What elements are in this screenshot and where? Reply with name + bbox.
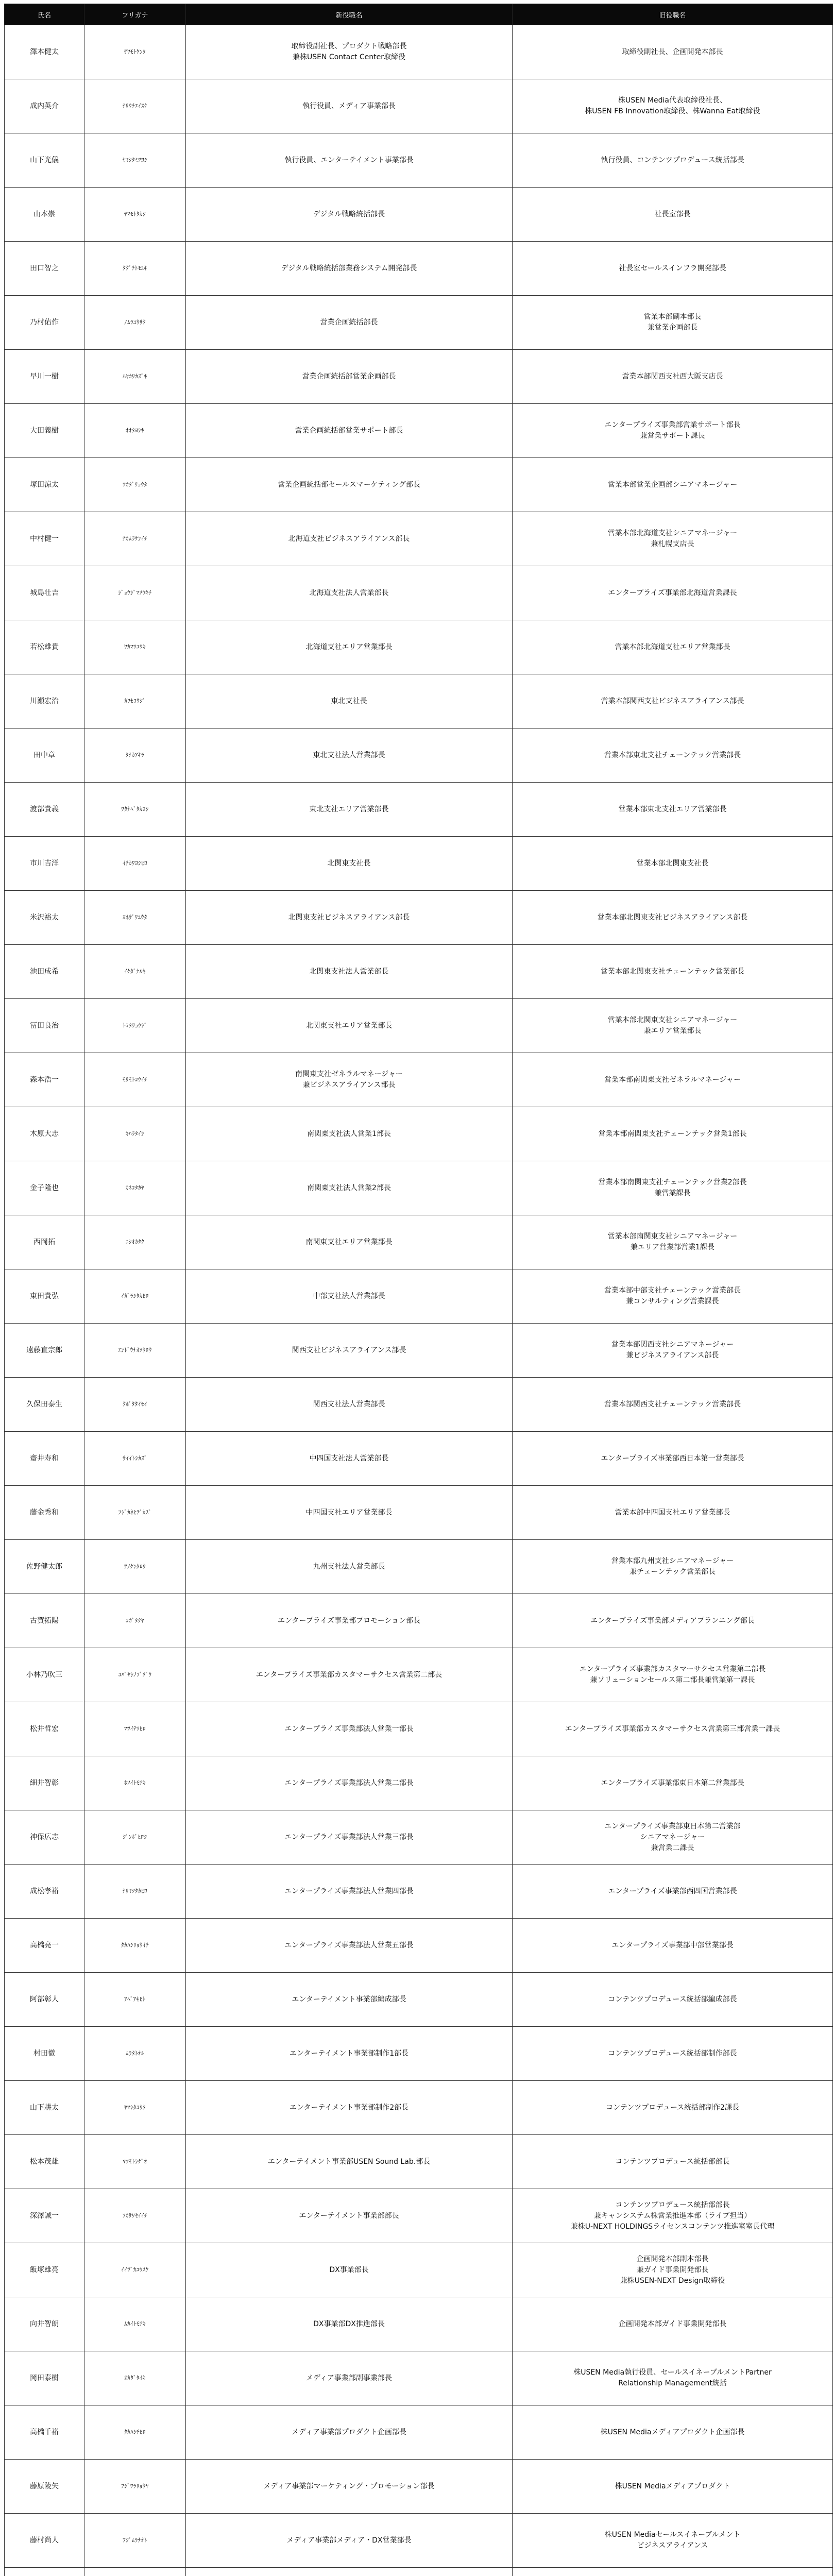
- header-old-title: 旧役職名: [513, 4, 833, 25]
- table-row: [5, 1973, 833, 2027]
- name-cell: 小林乃吹三: [5, 1648, 84, 1702]
- name-cell: 齋井寿和: [5, 1432, 84, 1486]
- new-title-cell: 営業企画統括部セールスマーケティング部長: [186, 458, 513, 512]
- new-title-cell: エンターテイメント事業部編成部長: [186, 1973, 513, 2027]
- old-title-cell: 株USEN Mediaメディアプロダクト企画部長: [513, 2405, 833, 2460]
- kana-cell: ｵｵﾀﾖｼｷ: [84, 404, 186, 458]
- table-row: [5, 1378, 833, 1432]
- table-row: [5, 79, 833, 133]
- new-title-cell: 北関東支社長: [186, 837, 513, 891]
- name-cell: 飯塚雄亮: [5, 2243, 84, 2297]
- old-title-cell: 営業本部北海道支社シニアマネージャー 兼札幌支店長: [513, 512, 833, 566]
- old-title-cell: コンテンツプロデュース統括部部長: [513, 2135, 833, 2189]
- kana-cell: ﾀｶﾊｼﾁﾋﾛ: [84, 2405, 186, 2460]
- old-title-cell: 営業本部南関東支社ゼネラルマネージャー: [513, 1053, 833, 1107]
- kana-cell: [84, 2568, 186, 2576]
- new-title-cell: エンタープライズ事業部法人営業五部長: [186, 1919, 513, 1973]
- table-row: [5, 1215, 833, 1269]
- table-row: [5, 1810, 833, 1865]
- kana-cell: ｼﾞﾝﾎﾞﾋﾛｼ: [84, 1810, 186, 1865]
- new-title-cell: デジタル戦略統括部長: [186, 188, 513, 242]
- old-title-cell: エンタープライズ事業部東日本第二営業部長: [513, 1756, 833, 1810]
- new-title-cell: メディア事業部メディア・DX営業部長: [186, 2514, 513, 2568]
- kana-cell: ﾑｶｲﾄﾓｱｷ: [84, 2297, 186, 2351]
- table-row: [5, 188, 833, 242]
- new-title-cell: 東北支社法人営業部長: [186, 728, 513, 783]
- table-row: [5, 999, 833, 1053]
- name-cell: 若松雄貴: [5, 620, 84, 674]
- new-title-cell: エンタープライズ事業部法人営業四部長: [186, 1865, 513, 1919]
- kana-cell: ﾏﾂｲﾃﾂﾋﾛ: [84, 1702, 186, 1756]
- old-title-cell: エンタープライズ事業部西日本第一営業部長: [513, 1432, 833, 1486]
- new-title-cell: エンターテイメント事業部制作2部長: [186, 2081, 513, 2135]
- name-cell: 市川吉洋: [5, 837, 84, 891]
- table-row: [5, 1053, 833, 1107]
- kana-cell: ﾎｿｲﾄﾓｱｷ: [84, 1756, 186, 1810]
- kana-cell: ﾜﾀﾅﾍﾞﾀｶﾖｼ: [84, 783, 186, 837]
- old-title-cell: エンタープライズ事業部カスタマーサクセス営業第二部長 兼ソリューションセールス第二部長兼営業第一課長: [513, 1648, 833, 1702]
- kana-cell: ﾌｼﾞｶﾈﾋﾃﾞｶｽﾞ: [84, 1486, 186, 1540]
- name-cell: 東田貴弘: [5, 1269, 84, 1324]
- name-cell: 山本崇: [5, 188, 84, 242]
- kana-cell: ﾑﾗﾀﾄｵﾙ: [84, 2027, 186, 2081]
- kana-cell: ｲｹﾀﾞﾅﾙｷ: [84, 945, 186, 999]
- kana-cell: ﾅﾘｳﾁｴｲｽｹ: [84, 79, 186, 133]
- new-title-cell: 南関東支社法人営業1部長: [186, 1107, 513, 1161]
- old-title-cell: 企画開発本部ガイド事業開発部長: [513, 2297, 833, 2351]
- name-cell: 田口智之: [5, 242, 84, 296]
- new-title-cell: 中四国支社エリア営業部長: [186, 1486, 513, 1540]
- name-cell: 川瀬宏治: [5, 674, 84, 728]
- new-title-cell: 北海道支社エリア営業部長: [186, 620, 513, 674]
- old-title-cell: 営業本部南関東支社チェーンテック営業1部長: [513, 1107, 833, 1161]
- table-row: [5, 133, 833, 188]
- table-row: [5, 2243, 833, 2297]
- name-cell: 細井智彰: [5, 1756, 84, 1810]
- old-title-cell: 営業本部北海道支社エリア営業部長: [513, 620, 833, 674]
- kana-cell: ﾅｶﾑﾗｹﾝｲﾁ: [84, 512, 186, 566]
- old-title-cell: 営業本部関西支社西大阪支店長: [513, 350, 833, 404]
- table-row: [5, 945, 833, 999]
- name-cell: 藤原陵矢: [5, 2460, 84, 2514]
- new-title-cell: メディア事業部マーケティング・プロモーション部長: [186, 2460, 513, 2514]
- table-row: [5, 2027, 833, 2081]
- kana-cell: ｴﾝﾄﾞｳﾅｵｿｳﾛｳ: [84, 1324, 186, 1378]
- old-title-cell: コンテンツプロデュース統括部制作2課長: [513, 2081, 833, 2135]
- kana-cell: ﾀｸﾞﾁﾄﾓﾕｷ: [84, 242, 186, 296]
- name-cell: 田中章: [5, 728, 84, 783]
- name-cell: 金子隆也: [5, 1161, 84, 1215]
- table-row: [5, 783, 833, 837]
- kana-cell: ｻﾉｹﾝﾀﾛｳ: [84, 1540, 186, 1594]
- new-title-cell: エンタープライズ事業部プロモーション部長: [186, 1594, 513, 1648]
- name-cell: 村田徹: [5, 2027, 84, 2081]
- table-row: [5, 1919, 833, 1973]
- table-row: [5, 1702, 833, 1756]
- old-title-cell: 営業本部東北支社チェーンテック営業部長: [513, 728, 833, 783]
- table-row: [5, 1324, 833, 1378]
- kana-cell: ﾏﾂﾓﾄｼｹﾞｵ: [84, 2135, 186, 2189]
- kana-cell: ﾔﾏｼﾀﾐﾂﾖｼ: [84, 133, 186, 188]
- old-title-cell: エンタープライズ事業部営業サポート部長 兼営業サポート課長: [513, 404, 833, 458]
- kana-cell: ｲｲﾂﾞｶﾕｳｽｹ: [84, 2243, 186, 2297]
- table-row: [5, 404, 833, 458]
- table-row: [5, 2514, 833, 2568]
- new-title-cell: メディア事業部プロダクト企画部長: [186, 2405, 513, 2460]
- table-row: [5, 620, 833, 674]
- name-cell: 深澤誠一: [5, 2189, 84, 2243]
- new-title-cell: 中四国支社法人営業部長: [186, 1432, 513, 1486]
- kana-cell: ﾌｼﾞﾑﾗﾅｵﾄ: [84, 2514, 186, 2568]
- name-cell: 高橋亮一: [5, 1919, 84, 1973]
- new-title-cell: エンタープライズ事業部法人営業一部長: [186, 1702, 513, 1756]
- table-row: [5, 566, 833, 620]
- new-title-cell: 九州支社法人営業部長: [186, 1540, 513, 1594]
- header-row: [5, 4, 833, 25]
- old-title-cell: エンタープライズ事業部カスタマーサクセス営業第三部営業一課長: [513, 1702, 833, 1756]
- new-title-cell: 北関東支社ビジネスアライアンス部長: [186, 891, 513, 945]
- name-cell: [5, 2568, 84, 2576]
- table-row: [5, 2351, 833, 2405]
- header-name: 氏名: [5, 4, 84, 25]
- new-title-cell: デジタル戦略統括部業務システム開発部長: [186, 242, 513, 296]
- name-cell: 渡部貴義: [5, 783, 84, 837]
- name-cell: 米沢裕太: [5, 891, 84, 945]
- new-title-cell: 執行役員、メディア事業部長: [186, 79, 513, 133]
- name-cell: 早川一樹: [5, 350, 84, 404]
- table-row: [5, 1432, 833, 1486]
- kana-cell: ﾄﾐﾀﾘｮｳｼﾞ: [84, 999, 186, 1053]
- name-cell: 池田成希: [5, 945, 84, 999]
- name-cell: 山下光儀: [5, 133, 84, 188]
- kana-cell: ﾔﾏｼﾀｺｳﾀ: [84, 2081, 186, 2135]
- old-title-cell: エンタープライズ事業部東日本第二営業部 シニアマネージャー 兼営業二課長: [513, 1810, 833, 1865]
- name-cell: 成内英介: [5, 79, 84, 133]
- new-title-cell: 関西支社ビジネスアライアンス部長: [186, 1324, 513, 1378]
- old-title-cell: 営業本部北関東支社ビジネスアライアンス部長: [513, 891, 833, 945]
- table-row: [5, 2405, 833, 2460]
- kana-cell: ｺﾊﾞﾔｼﾉﾌﾞｿﾞｳ: [84, 1648, 186, 1702]
- new-title-cell: 北関東支社エリア営業部長: [186, 999, 513, 1053]
- new-title-cell: 営業企画統括部営業サポート部長: [186, 404, 513, 458]
- kana-cell: ﾊﾔｶﾜｶｽﾞｷ: [84, 350, 186, 404]
- old-title-cell: 営業本部東北支社エリア営業部長: [513, 783, 833, 837]
- kana-cell: ｻｲｲﾄｼｶｽﾞ: [84, 1432, 186, 1486]
- new-title-cell: DX事業部DX推進部長: [186, 2297, 513, 2351]
- name-cell: 冨田良治: [5, 999, 84, 1053]
- table-row: [5, 458, 833, 512]
- table-row: [5, 2460, 833, 2514]
- table-row: [5, 2568, 833, 2576]
- table-row: [5, 1648, 833, 1702]
- new-title-cell: 北関東支社法人営業部長: [186, 945, 513, 999]
- table-row: [5, 350, 833, 404]
- new-title-cell: 北海道支社法人営業部長: [186, 566, 513, 620]
- table-row: [5, 2297, 833, 2351]
- name-cell: 乃村佑作: [5, 296, 84, 350]
- kana-cell: ﾓﾘﾓﾄｺｳｲﾁ: [84, 1053, 186, 1107]
- old-title-cell: [513, 2568, 833, 2576]
- new-title-cell: 中部支社法人営業部長: [186, 1269, 513, 1324]
- personnel-table: [4, 4, 833, 2576]
- table-row: [5, 2189, 833, 2243]
- table-row: [5, 512, 833, 566]
- name-cell: 城島壮吉: [5, 566, 84, 620]
- name-cell: 神保広志: [5, 1810, 84, 1865]
- kana-cell: ﾌｼﾞﾜﾗﾘｮｳﾔ: [84, 2460, 186, 2514]
- old-title-cell: エンタープライズ事業部西四国営業部長: [513, 1865, 833, 1919]
- kana-cell: ﾜｶﾏﾂﾕｳｷ: [84, 620, 186, 674]
- name-cell: 西岡拓: [5, 1215, 84, 1269]
- name-cell: 佐野健太郎: [5, 1540, 84, 1594]
- old-title-cell: 営業本部九州支社シニアマネージャー 兼チェーンテック営業部長: [513, 1540, 833, 1594]
- name-cell: 遠藤直宗郎: [5, 1324, 84, 1378]
- new-title-cell: 営業企画統括部営業企画部長: [186, 350, 513, 404]
- table-row: [5, 1269, 833, 1324]
- kana-cell: ﾂｶﾀﾞﾘｮｳﾀ: [84, 458, 186, 512]
- old-title-cell: 社長室セールスインフラ開発部長: [513, 242, 833, 296]
- table-row: [5, 1486, 833, 1540]
- new-title-cell: 南関東支社ゼネラルマネージャー 兼ビジネスアライアンス部長: [186, 1053, 513, 1107]
- old-title-cell: コンテンツプロデュース統括部編成部長: [513, 1973, 833, 2027]
- kana-cell: ﾔﾏﾓﾄﾀｶｼ: [84, 188, 186, 242]
- new-title-cell: 東北支社エリア営業部長: [186, 783, 513, 837]
- name-cell: 久保田泰生: [5, 1378, 84, 1432]
- old-title-cell: 営業本部副本部長 兼営業企画部長: [513, 296, 833, 350]
- old-title-cell: 営業本部北関東支社長: [513, 837, 833, 891]
- kana-cell: ｸﾎﾞﾀﾀｲｾｲ: [84, 1378, 186, 1432]
- name-cell: 古賀拓陽: [5, 1594, 84, 1648]
- name-cell: 中村健一: [5, 512, 84, 566]
- name-cell: 岡田泰樹: [5, 2351, 84, 2405]
- old-title-cell: 株USEN Media執行役員、セールスイネーブルメントPartner Relationship Management統括: [513, 2351, 833, 2405]
- old-title-cell: 株USEN Mediaメディアプロダクト: [513, 2460, 833, 2514]
- new-title-cell: DX事業部長: [186, 2243, 513, 2297]
- kana-cell: ﾌｶｻﾜｾｲｲﾁ: [84, 2189, 186, 2243]
- table-row: [5, 296, 833, 350]
- new-title-cell: 関西支社法人営業部長: [186, 1378, 513, 1432]
- name-cell: 成松孝裕: [5, 1865, 84, 1919]
- kana-cell: ﾖﾈｻﾞﾜﾕｳﾀ: [84, 891, 186, 945]
- new-title-cell: エンターテイメント事業部部長: [186, 2189, 513, 2243]
- table-row: [5, 1107, 833, 1161]
- old-title-cell: 執行役員、コンテンツプロデュース統括部長: [513, 133, 833, 188]
- name-cell: 阿部彰人: [5, 1973, 84, 2027]
- old-title-cell: 営業本部南関東支社シニアマネージャー 兼エリア営業部営業1課長: [513, 1215, 833, 1269]
- name-cell: 向井智朗: [5, 2297, 84, 2351]
- new-title-cell: エンターテイメント事業部制作1部長: [186, 2027, 513, 2081]
- old-title-cell: 営業本部北関東支社チェーンテック営業部長: [513, 945, 833, 999]
- old-title-cell: 営業本部営業企画部シニアマネージャー: [513, 458, 833, 512]
- kana-cell: ｵｶﾀﾞﾀｲｷ: [84, 2351, 186, 2405]
- table-row: [5, 1756, 833, 1810]
- table-row: [5, 1594, 833, 1648]
- table-row: [5, 728, 833, 783]
- old-title-cell: 営業本部関西支社チェーンテック営業部長: [513, 1378, 833, 1432]
- new-title-cell: 営業企画統括部長: [186, 296, 513, 350]
- table-row: [5, 242, 833, 296]
- new-title-cell: エンタープライズ事業部カスタマーサクセス営業第二部長: [186, 1648, 513, 1702]
- name-cell: 澤本健太: [5, 25, 84, 79]
- name-cell: 藤村尚人: [5, 2514, 84, 2568]
- table-row: [5, 891, 833, 945]
- table-row: [5, 837, 833, 891]
- kana-cell: ｷﾊﾗﾀｲｼ: [84, 1107, 186, 1161]
- old-title-cell: 株USEN Mediaセールスイネーブルメント ビジネスアライアンス: [513, 2514, 833, 2568]
- old-title-cell: 取締役副社長、企画開発本部長: [513, 25, 833, 79]
- table-row: [5, 25, 833, 79]
- name-cell: 木原大志: [5, 1107, 84, 1161]
- personnel-table-sheet: [4, 4, 832, 2576]
- new-title-cell: エンターテイメント事業部USEN Sound Lab.部長: [186, 2135, 513, 2189]
- kana-cell: ｻﾜﾓﾄｹﾝﾀ: [84, 25, 186, 79]
- old-title-cell: 営業本部中四国支社エリア営業部長: [513, 1486, 833, 1540]
- header-kana: フリガナ: [84, 4, 186, 25]
- new-title-cell: 取締役副社長、プロダクト戦略部長 兼株USEN Contact Center取締役: [186, 25, 513, 79]
- name-cell: 森本浩一: [5, 1053, 84, 1107]
- kana-cell: ｲｶﾞﾗｼﾀｶﾋﾛ: [84, 1269, 186, 1324]
- old-title-cell: エンタープライズ事業部メディアプランニング部長: [513, 1594, 833, 1648]
- old-title-cell: コンテンツプロデュース統括部制作部長: [513, 2027, 833, 2081]
- kana-cell: ﾀｶﾊｼﾘｮｳｲﾁ: [84, 1919, 186, 1973]
- kana-cell: ﾉﾑﾗﾕｳｻｸ: [84, 296, 186, 350]
- old-title-cell: 営業本部関西支社ビジネスアライアンス部長: [513, 674, 833, 728]
- kana-cell: ﾀﾅｶｱｷﾗ: [84, 728, 186, 783]
- table-row: [5, 1161, 833, 1215]
- kana-cell: ｶﾜｾｺｳｼﾞ: [84, 674, 186, 728]
- name-cell: 塚田涼太: [5, 458, 84, 512]
- new-title-cell: [186, 2568, 513, 2576]
- kana-cell: ｲﾁｶﾜﾖｼﾋﾛ: [84, 837, 186, 891]
- old-title-cell: 企画開発本部副本部長 兼ガイド事業開発部長 兼株USEN-NEXT Design取締役: [513, 2243, 833, 2297]
- old-title-cell: エンタープライズ事業部北海道営業課長: [513, 566, 833, 620]
- old-title-cell: 社長室部長: [513, 188, 833, 242]
- new-title-cell: 南関東支社法人営業2部長: [186, 1161, 513, 1215]
- old-title-cell: 営業本部南関東支社チェーンテック営業2部長 兼営業課長: [513, 1161, 833, 1215]
- kana-cell: ｶﾈｺﾀｶﾔ: [84, 1161, 186, 1215]
- new-title-cell: メディア事業部副事業部長: [186, 2351, 513, 2405]
- old-title-cell: 営業本部関西支社シニアマネージャー 兼ビジネスアライアンス部長: [513, 1324, 833, 1378]
- table-row: [5, 674, 833, 728]
- old-title-cell: 営業本部北関東支社シニアマネージャー 兼エリア営業部長: [513, 999, 833, 1053]
- table-row: [5, 1865, 833, 1919]
- name-cell: 山下耕太: [5, 2081, 84, 2135]
- table-row: [5, 1540, 833, 1594]
- kana-cell: ｺｶﾞﾀｸﾔ: [84, 1594, 186, 1648]
- old-title-cell: 株USEN Media代表取締役社長、 株USEN FB Innovation取締役、株Wanna Eat取締役: [513, 79, 833, 133]
- old-title-cell: エンタープライズ事業部中部営業部長: [513, 1919, 833, 1973]
- new-title-cell: 南関東支社エリア営業部長: [186, 1215, 513, 1269]
- kana-cell: ｱﾍﾞｱｷﾋﾄ: [84, 1973, 186, 2027]
- name-cell: 大田義樹: [5, 404, 84, 458]
- header-new-title: 新役職名: [186, 4, 513, 25]
- name-cell: 松井哲宏: [5, 1702, 84, 1756]
- name-cell: 藤金秀和: [5, 1486, 84, 1540]
- new-title-cell: エンタープライズ事業部法人営業三部長: [186, 1810, 513, 1865]
- name-cell: 松本茂雄: [5, 2135, 84, 2189]
- new-title-cell: エンタープライズ事業部法人営業二部長: [186, 1756, 513, 1810]
- old-title-cell: コンテンツプロデュース統括部部長 兼キャンシステム株営業推進本部（ライブ担当） 兼株U-NEXT HOLDINGSライセンスコンテンツ推進室室長代理: [513, 2189, 833, 2243]
- new-title-cell: 東北支社長: [186, 674, 513, 728]
- name-cell: 高橋千裕: [5, 2405, 84, 2460]
- table-row: [5, 2135, 833, 2189]
- new-title-cell: 北海道支社ビジネスアライアンス部長: [186, 512, 513, 566]
- kana-cell: ｼﾞｮｳｼﾞﾏｿｳｷﾁ: [84, 566, 186, 620]
- table-row: [5, 2081, 833, 2135]
- new-title-cell: 執行役員、エンターテイメント事業部長: [186, 133, 513, 188]
- kana-cell: ﾆｼｵｶﾀｸ: [84, 1215, 186, 1269]
- old-title-cell: 営業本部中部支社チェーンテック営業部長 兼コンサルティング営業課長: [513, 1269, 833, 1324]
- kana-cell: ﾅﾘﾏﾂﾀｶﾋﾛ: [84, 1865, 186, 1919]
